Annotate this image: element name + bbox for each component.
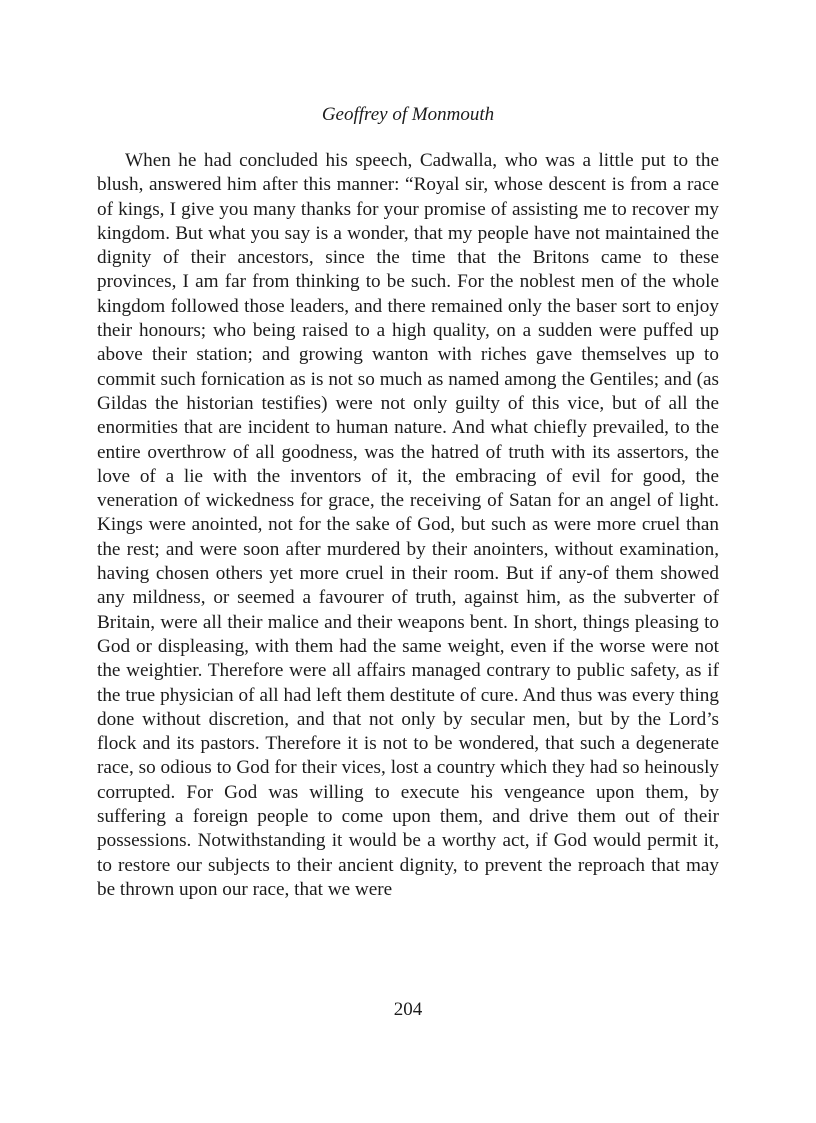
page-number: 204: [393, 999, 423, 1020]
running-head: Geoffrey of Monmouth: [321, 104, 495, 125]
body-paragraph: When he had concluded his speech, Cadwalla, who was a little put to the blush, answered him after this manner: “Royal sir, whose descent is from a race of kings, I give you many thanks for your promise of assisting me to recover my kingdom. But what you say is a wonder, that my people have not maintained the dignity of their ancestors, since the time that the Britons came to these provinces, I am far from thinking to be such. For the noblest men of the whole kingdom followed those leaders, and there remained only the baser sort to enjoy their honours; who being raised to a high quality, on a sudden were puffed up above their station; and growing wanton with riches gave themselves up to commit such fornication as is not so much as named among the Gentiles; and (as Gildas the historian testifies) were not only guilty of this vice, but of all the enormities that are incident to human nature. And what chiefly prevailed, to the entire overthrow of all goodness, was the hatred of truth with its assertors, the love of a lie with the inventors of it, the embracing of evil for good, the veneration of wickedness for grace, the receiving of Satan for an angel of light. Kings were anointed, not for the sake of God, but such as were more cruel than the rest; and were soon after murdered by their anointers, without examination, having chosen others yet more cruel in their room. But if any-of them showed any mildness, or seemed a favourer of truth, against him, as the subverter of Britain, were all their malice and their weapons bent. In short, things pleasing to God or displeasing, with them had the same weight, even if the worse were not the weightier. Therefore were all affairs managed contrary to public safety, as if the true physician of all had left them destitute of cure. And thus was every thing done without discretion, and that not only by secular men, but by the Lord’s flock and its pastors. Therefore it is not to be wondered, that such a degenerate race, so odious to God for their vices, lost a country which they had so heinously corrupted. For God was willing to execute his vengeance upon them, by suffering a foreign people to come upon them, and drive them out of their possessions. Notwithstanding it would be a worthy act, if God would permit it, to restore our subjects to their ancient dignity, to prevent the reproach that may be thrown upon our race, that we were: [97, 150, 719, 900]
